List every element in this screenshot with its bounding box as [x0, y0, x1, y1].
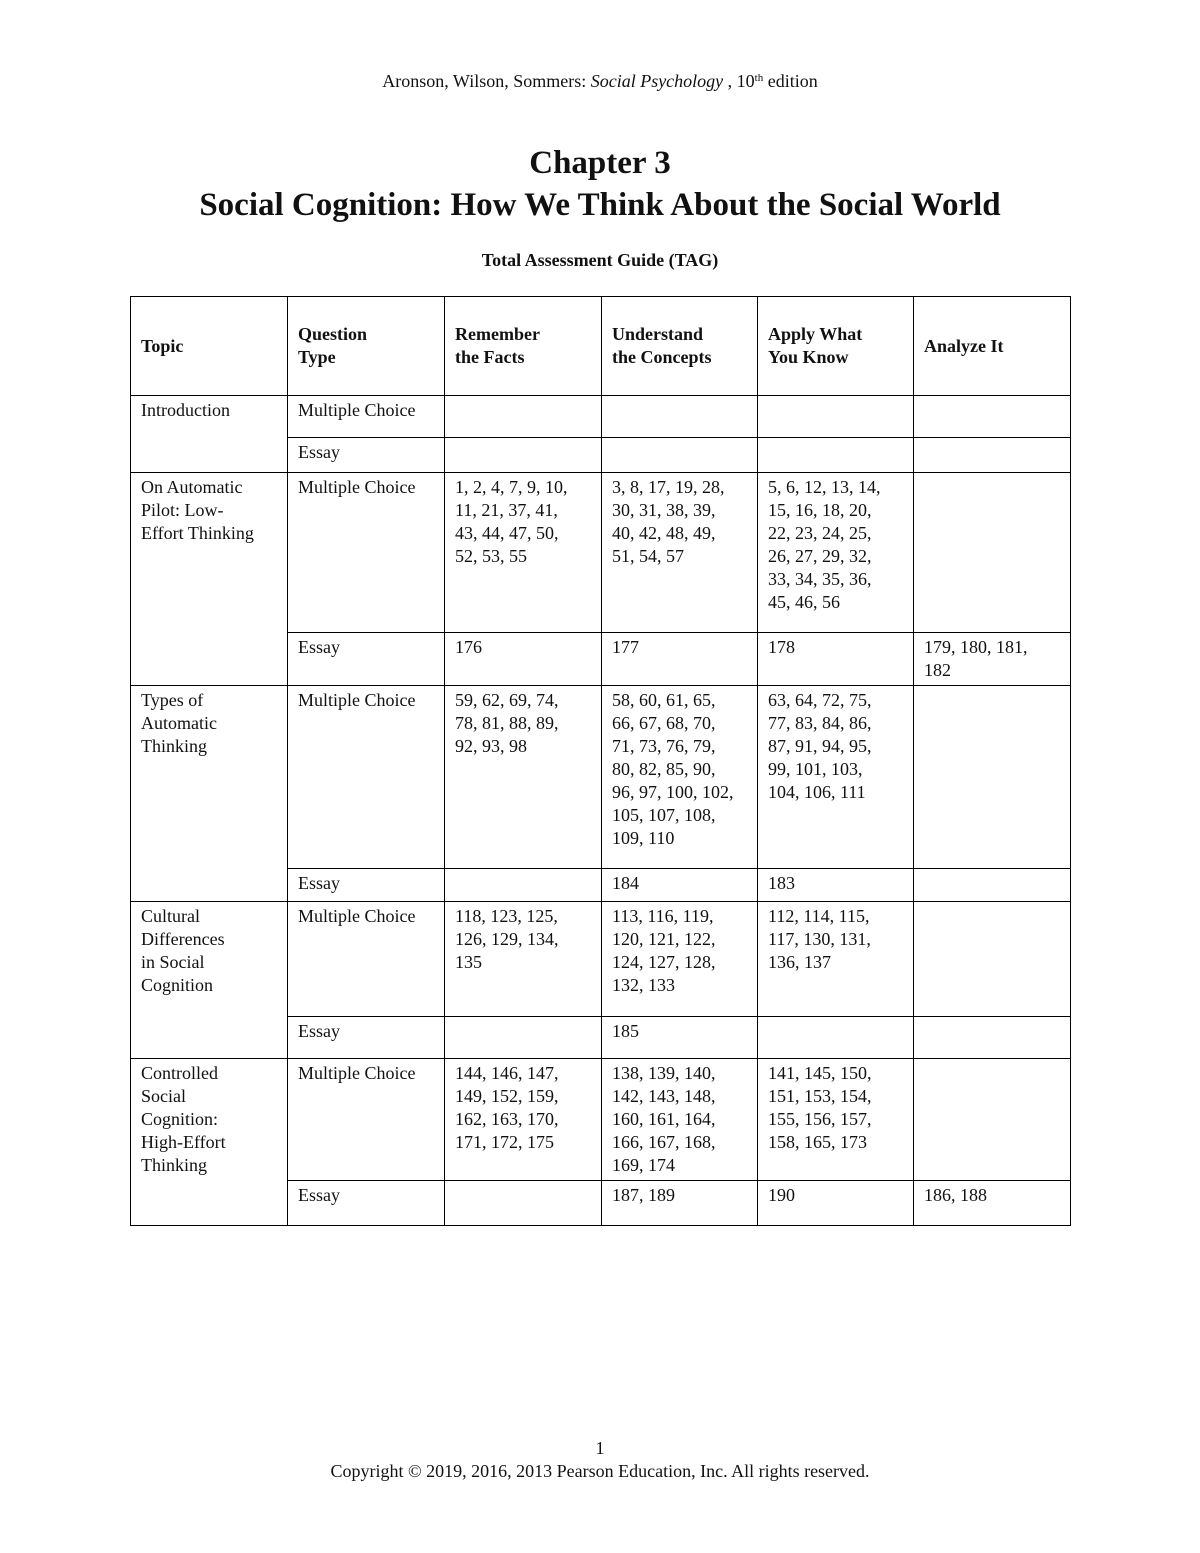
- understand-cell: [602, 686, 758, 869]
- apply-line: 45, 46, 56: [768, 592, 840, 612]
- header-authors: Aronson, Wilson, Sommers:: [382, 71, 591, 91]
- remember-line: 43, 44, 47, 50,: [455, 523, 559, 543]
- understand-line: 169, 174: [612, 1155, 675, 1175]
- remember-cell: [445, 869, 602, 902]
- header-analyze-line: Analyze It: [924, 335, 1004, 356]
- apply-cell: [758, 869, 914, 902]
- understand-line: 187, 189: [612, 1185, 675, 1205]
- remember-cell: [445, 396, 602, 438]
- understand-line: 40, 42, 48, 49,: [612, 523, 716, 543]
- chapter-title: Social Cognition: How We Think About the Social World: [199, 187, 1001, 223]
- remember-line: 171, 172, 175: [455, 1132, 554, 1152]
- analyze-cell: [914, 1017, 1071, 1059]
- apply-line: 136, 137: [768, 952, 831, 972]
- remember-cell: [445, 902, 602, 1017]
- header-apply: [758, 297, 914, 396]
- topic-line: On Automatic: [141, 477, 243, 497]
- copyright-notice: Copyright © 2019, 2016, 2013 Pearson Education, Inc. All rights reserved.: [330, 1461, 870, 1481]
- table-body: [131, 396, 1071, 1226]
- header-edition-suffix: edition: [763, 71, 818, 91]
- header-understand: [602, 297, 758, 396]
- chapter-heading: [0, 142, 1200, 226]
- understand-line: 105, 107, 108,: [612, 805, 716, 825]
- remember-line: 118, 123, 125,: [455, 906, 558, 926]
- understand-line: 160, 161, 164,: [612, 1109, 716, 1129]
- header-remember-line: Remember: [455, 324, 540, 344]
- table-row: [131, 686, 1071, 869]
- understand-line: 124, 127, 128,: [612, 952, 716, 972]
- analyze-cell: [914, 438, 1071, 473]
- analyze-line: 182: [924, 660, 951, 680]
- remember-cell: [445, 686, 602, 869]
- question-type-cell: Multiple Choice: [288, 686, 445, 869]
- header-question-type: [288, 297, 445, 396]
- topic-line: Cultural: [141, 906, 200, 926]
- header-edition-prefix: , 10: [723, 71, 755, 91]
- analyze-line: 179, 180, 181,: [924, 637, 1028, 657]
- analyze-cell: [914, 869, 1071, 902]
- assessment-table: [130, 296, 1071, 1226]
- understand-cell: [602, 1059, 758, 1181]
- remember-cell: [445, 1017, 602, 1059]
- header-topic: [131, 297, 288, 396]
- remember-cell: [445, 438, 602, 473]
- understand-line: 177: [612, 637, 639, 657]
- apply-cell: [758, 902, 914, 1017]
- apply-line: 15, 16, 18, 20,: [768, 500, 872, 520]
- remember-line: 135: [455, 952, 482, 972]
- table-row: [131, 1059, 1071, 1181]
- remember-line: 144, 146, 147,: [455, 1063, 559, 1083]
- analyze-cell: [914, 686, 1071, 869]
- topic-cell: [131, 473, 288, 686]
- guide-title: Total Assessment Guide (TAG): [481, 250, 719, 270]
- topic-line: Thinking: [141, 1155, 207, 1175]
- understand-cell: [602, 1017, 758, 1059]
- apply-line: 158, 165, 173: [768, 1132, 867, 1152]
- apply-line: 183: [768, 873, 795, 893]
- header-apply-line: You Know: [768, 347, 849, 367]
- understand-line: 109, 110: [612, 828, 675, 848]
- understand-line: 30, 31, 38, 39,: [612, 500, 716, 520]
- apply-cell: [758, 1017, 914, 1059]
- remember-line: 11, 21, 37, 41,: [455, 500, 558, 520]
- header-apply-line: Apply What: [768, 324, 863, 344]
- remember-line: 162, 163, 170,: [455, 1109, 559, 1129]
- question-type-cell: Essay: [288, 1181, 445, 1226]
- header-topic-line: Topic: [141, 335, 184, 356]
- topic-cell: [131, 902, 288, 1059]
- topic-line: Automatic: [141, 713, 217, 733]
- topic-line: Cognition:: [141, 1109, 219, 1129]
- analyze-cell: [914, 1181, 1071, 1226]
- question-type-cell: Essay: [288, 869, 445, 902]
- understand-cell: [602, 473, 758, 633]
- apply-line: 26, 27, 29, 32,: [768, 546, 872, 566]
- remember-cell: [445, 1059, 602, 1181]
- apply-line: 22, 23, 24, 25,: [768, 523, 872, 543]
- header-understand-line: the Concepts: [612, 347, 712, 367]
- remember-line: 149, 152, 159,: [455, 1086, 559, 1106]
- understand-line: 120, 121, 122,: [612, 929, 716, 949]
- remember-line: 1, 2, 4, 7, 9, 10,: [455, 477, 568, 497]
- understand-cell: [602, 396, 758, 438]
- topic-line: Differences: [141, 929, 225, 949]
- apply-cell: [758, 686, 914, 869]
- table-row: [131, 473, 1071, 633]
- apply-line: 87, 91, 94, 95,: [768, 736, 872, 756]
- header-understand-line: Understand: [612, 324, 704, 344]
- header-remember-line: the Facts: [455, 347, 525, 367]
- running-head: [0, 71, 1200, 92]
- analyze-cell: [914, 473, 1071, 633]
- header-analyze: [914, 297, 1071, 396]
- question-type-cell: Multiple Choice: [288, 902, 445, 1017]
- topic-line: Thinking: [141, 736, 207, 756]
- topic-cell: [131, 396, 288, 473]
- analyze-cell: [914, 633, 1071, 686]
- understand-line: 138, 139, 140,: [612, 1063, 716, 1083]
- understand-cell: [602, 902, 758, 1017]
- apply-cell: [758, 396, 914, 438]
- question-type-cell: Essay: [288, 633, 445, 686]
- remember-line: 126, 129, 134,: [455, 929, 559, 949]
- remember-line: 176: [455, 637, 482, 657]
- topic-line: Types of: [141, 690, 204, 710]
- apply-line: 117, 130, 131,: [768, 929, 871, 949]
- header-question-type-line: Question: [298, 324, 368, 344]
- remember-cell: [445, 1181, 602, 1226]
- understand-cell: [602, 438, 758, 473]
- page-number: 1: [595, 1438, 605, 1458]
- apply-cell: [758, 473, 914, 633]
- header-question-type-line: Type: [298, 347, 336, 367]
- understand-line: 96, 97, 100, 102,: [612, 782, 734, 802]
- question-type-cell: Multiple Choice: [288, 1059, 445, 1181]
- topic-line: Social: [141, 1086, 186, 1106]
- apply-cell: [758, 1181, 914, 1226]
- apply-line: 190: [768, 1185, 795, 1205]
- topic-line: Controlled: [141, 1063, 218, 1083]
- remember-cell: [445, 633, 602, 686]
- remember-cell: [445, 473, 602, 633]
- understand-line: 184: [612, 873, 639, 893]
- understand-line: 142, 143, 148,: [612, 1086, 716, 1106]
- chapter-number: Chapter 3: [529, 145, 671, 181]
- remember-line: 78, 81, 88, 89,: [455, 713, 559, 733]
- apply-line: 178: [768, 637, 795, 657]
- apply-line: 151, 153, 154,: [768, 1086, 872, 1106]
- table-row: [131, 396, 1071, 438]
- question-type-cell: Essay: [288, 438, 445, 473]
- question-type-cell: Multiple Choice: [288, 396, 445, 438]
- analyze-cell: [914, 1059, 1071, 1181]
- topic-line: Introduction: [141, 400, 230, 420]
- apply-line: 5, 6, 12, 13, 14,: [768, 477, 881, 497]
- table-row: [131, 902, 1071, 1017]
- understand-line: 185: [612, 1021, 639, 1041]
- apply-line: 77, 83, 84, 86,: [768, 713, 872, 733]
- understand-line: 166, 167, 168,: [612, 1132, 716, 1152]
- topic-cell: [131, 686, 288, 902]
- question-type-cell: Essay: [288, 1017, 445, 1059]
- understand-cell: [602, 633, 758, 686]
- analyze-cell: [914, 396, 1071, 438]
- table-header-row: [131, 297, 1071, 396]
- apply-cell: [758, 438, 914, 473]
- remember-line: 92, 93, 98: [455, 736, 527, 756]
- understand-line: 51, 54, 57: [612, 546, 684, 566]
- topic-cell: [131, 1059, 288, 1226]
- header-book-title: Social Psychology: [590, 71, 724, 91]
- apply-line: 63, 64, 72, 75,: [768, 690, 872, 710]
- understand-line: 132, 133: [612, 975, 675, 995]
- question-type-cell: Multiple Choice: [288, 473, 445, 633]
- apply-line: 33, 34, 35, 36,: [768, 569, 872, 589]
- apply-line: 155, 156, 157,: [768, 1109, 872, 1129]
- apply-line: 99, 101, 103,: [768, 759, 863, 779]
- topic-line: in Social: [141, 952, 205, 972]
- understand-line: 71, 73, 76, 79,: [612, 736, 716, 756]
- remember-line: 52, 53, 55: [455, 546, 527, 566]
- header-remember: [445, 297, 602, 396]
- understand-cell: [602, 1181, 758, 1226]
- analyze-cell: [914, 902, 1071, 1017]
- topic-line: High-Effort: [141, 1132, 226, 1152]
- apply-line: 104, 106, 111: [768, 782, 866, 802]
- understand-line: 58, 60, 61, 65,: [612, 690, 716, 710]
- understand-line: 113, 116, 119,: [612, 906, 714, 926]
- topic-line: Effort Thinking: [141, 523, 254, 543]
- apply-cell: [758, 1059, 914, 1181]
- understand-line: 66, 67, 68, 70,: [612, 713, 716, 733]
- apply-cell: [758, 633, 914, 686]
- remember-line: 59, 62, 69, 74,: [455, 690, 559, 710]
- understand-line: 80, 82, 85, 90,: [612, 759, 716, 779]
- topic-line: Pilot: Low-: [141, 500, 224, 520]
- header-edition-sup: th: [754, 72, 764, 84]
- understand-cell: [602, 869, 758, 902]
- apply-line: 141, 145, 150,: [768, 1063, 872, 1083]
- topic-line: Cognition: [141, 975, 214, 995]
- analyze-line: 186, 188: [924, 1185, 987, 1205]
- apply-line: 112, 114, 115,: [768, 906, 870, 926]
- understand-line: 3, 8, 17, 19, 28,: [612, 477, 725, 497]
